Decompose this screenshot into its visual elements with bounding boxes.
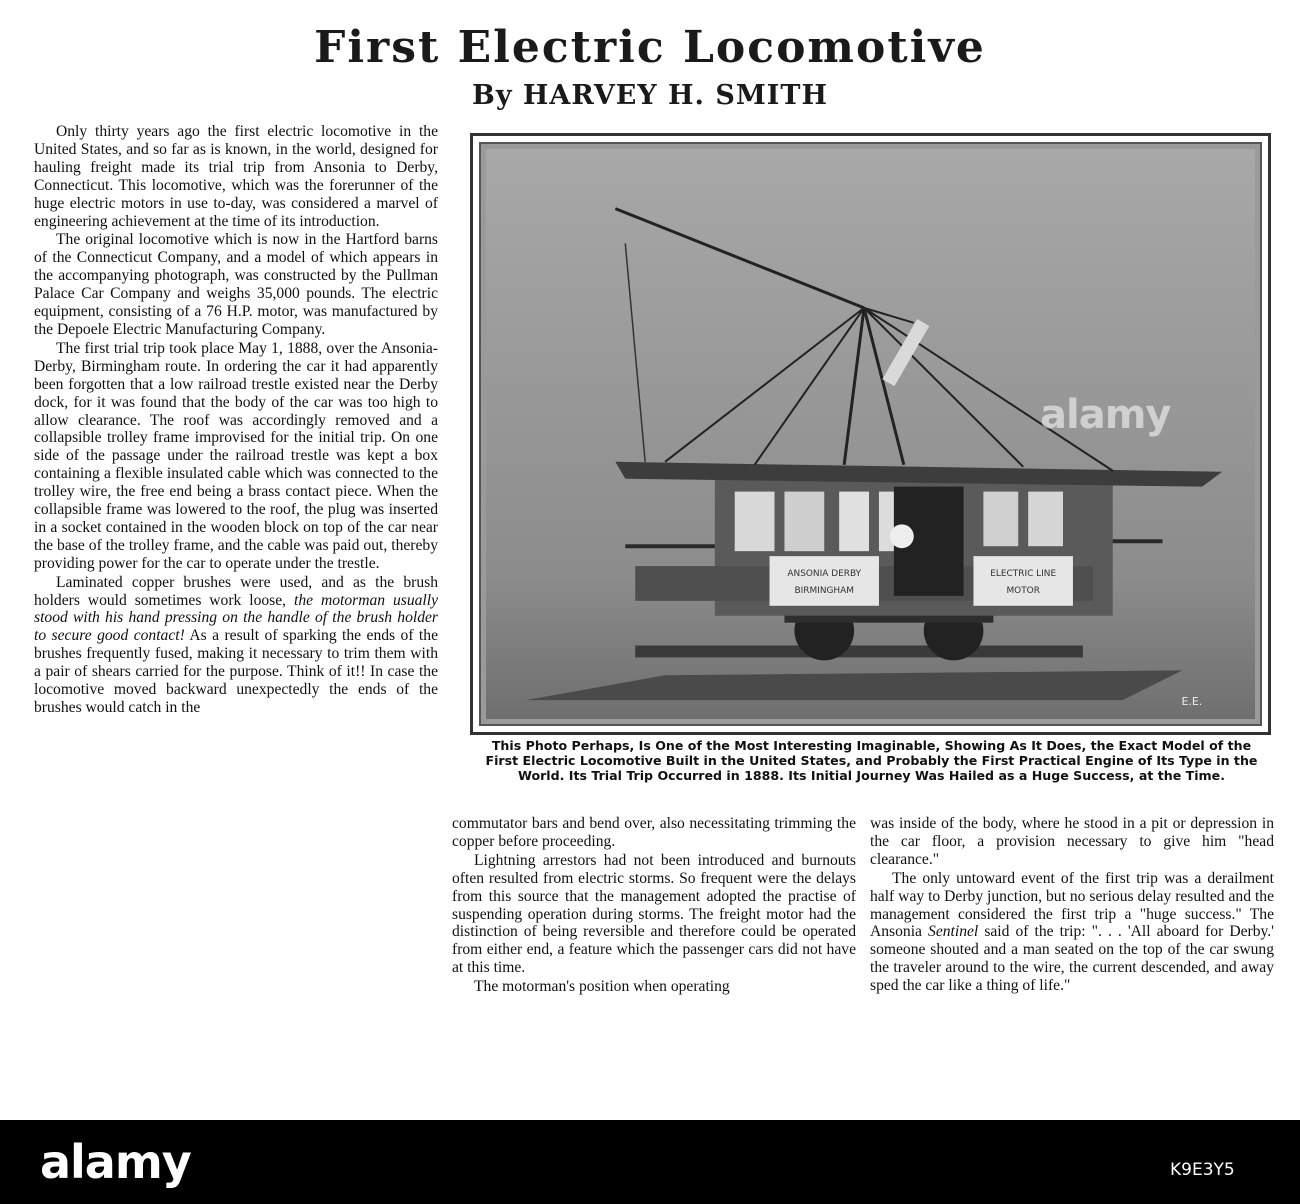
text-run: As a result of sparking the ends of the brushes frequently fused, making it necessary to trim them with a pair of shears carried for the purpose. Think of it!! In case the locomotive moved backward unexpectedly the ends of the brushes would catch in the [34,627,438,716]
article-byline: By HARVEY H. SMITH [472,80,828,111]
sign-left-line1: ANSONIA DERBY [787,569,862,580]
artist-mark: E.E. [1181,695,1203,709]
text-run: Laminated copper brushes were used, and as the brush holders would sometimes work loose, [34,573,438,609]
alamy-logo: alamy [40,1135,191,1189]
paragraph: The motorman's position when operating [474,978,730,996]
photo-caption: This Photo Perhaps, Is One of the Most Interesting Imaginable, Showing As It Does, the Exact Model of the First Electric Locomotive Built in the United States, and Probably the First Practical Engine of Its Type in the World. Its Trial Trip Occurred in 1888. Its Initial Journey Was Hailed as a Huge Success, at the Time. [485,738,1258,783]
image-code: K9E3Y5 [1170,1160,1235,1180]
text-column-1 [34,123,438,717]
paragraph [870,870,1274,995]
watermark: alamy [1040,392,1171,438]
paragraph [34,574,438,717]
sign-right-line2: MOTOR [1006,585,1040,596]
emphasized-text: Sentinel [928,923,979,941]
paragraph: commutator bars and bend over, also necessitating trimming the copper before proceeding. [452,815,856,850]
footer-bar [0,1120,1300,1204]
paragraph: Only thirty years ago the first electric locomotive in the United States, and so far as is known, in the world, designed for hauling freight made its trial trip from Ansonia to Derby, Connecticut. This locomotive, which was the forerunner of the huge electric motors in use to-day, was considered a marvel of engineering achievement at the time of its introduction. [34,123,438,230]
sign-left-line2: BIRMINGHAM [794,585,855,596]
paragraph: The first trial trip took place May 1, 1888, over the Ansonia-Derby, Birmingham route. In ordering the car it had apparently been forgotten that a low railroad trestle existed near the Derby dock, for it was found that the body of the car was too high to allow clearance. The roof was accordingly removed and a collapsible trolley frame improvised for the initial trip. On one side of the passage under the railroad trestle was kept a box containing a flexible insulated cable which was connected to the trolley wire, the free end being a brass contact piece. When the collapsible frame was lowered to the roof, the plug was inserted in a socket contained in the wooden block on top of the car near the base of the trolley frame, and the cable was paid out, thereby providing power for the car to operate under the trestle. [34,339,438,572]
text-column-3 [870,815,1274,995]
text-run: said of the trip: ". . . 'All aboard for Derby.' someone shouted and a man seated on the top of the car swung the traveler around to the wire, the current descended, and away sped the car like a thing of life." [870,923,1274,995]
paragraph: was inside of the body, where he stood in a pit or depression in the car floor, a provision necessary to give him "head clearance." [870,815,1274,868]
text-column-2 [452,815,856,996]
paragraph: Lightning arrestors had not been introduced and burnouts often resulted from electric storms. So frequent were the delays from this source that the management adopted the practise of suspending operation during storms. The freight motor had the distinction of being reversible and therefore could be operated from either end, a feature which the passenger cars did not have at this time. [452,851,856,977]
emphasized-text: the motorman usually stood with his hand pressing on the handle of the brush holder to secure good contact! [34,591,438,645]
paragraph: The original locomotive which is now in the Hartford barns of the Connecticut Company, and a model of which appears in the accompanying photograph, was constructed by the Pullman Palace Car Company and weighs 35,000 pounds. The electric equipment, consisting of a 76 H.P. motor, was manufactured by the Depoele Electric Manufacturing Company. [34,231,438,338]
article-title: First Electric Locomotive [314,22,986,73]
text-run: The only untoward event of the first trip was a derailment half way to Derby junction, but no serious delay resulted and the management considered the first trip a "huge success." The Ansonia [870,869,1274,941]
sign-right-line1: ELECTRIC LINE [990,569,1057,580]
